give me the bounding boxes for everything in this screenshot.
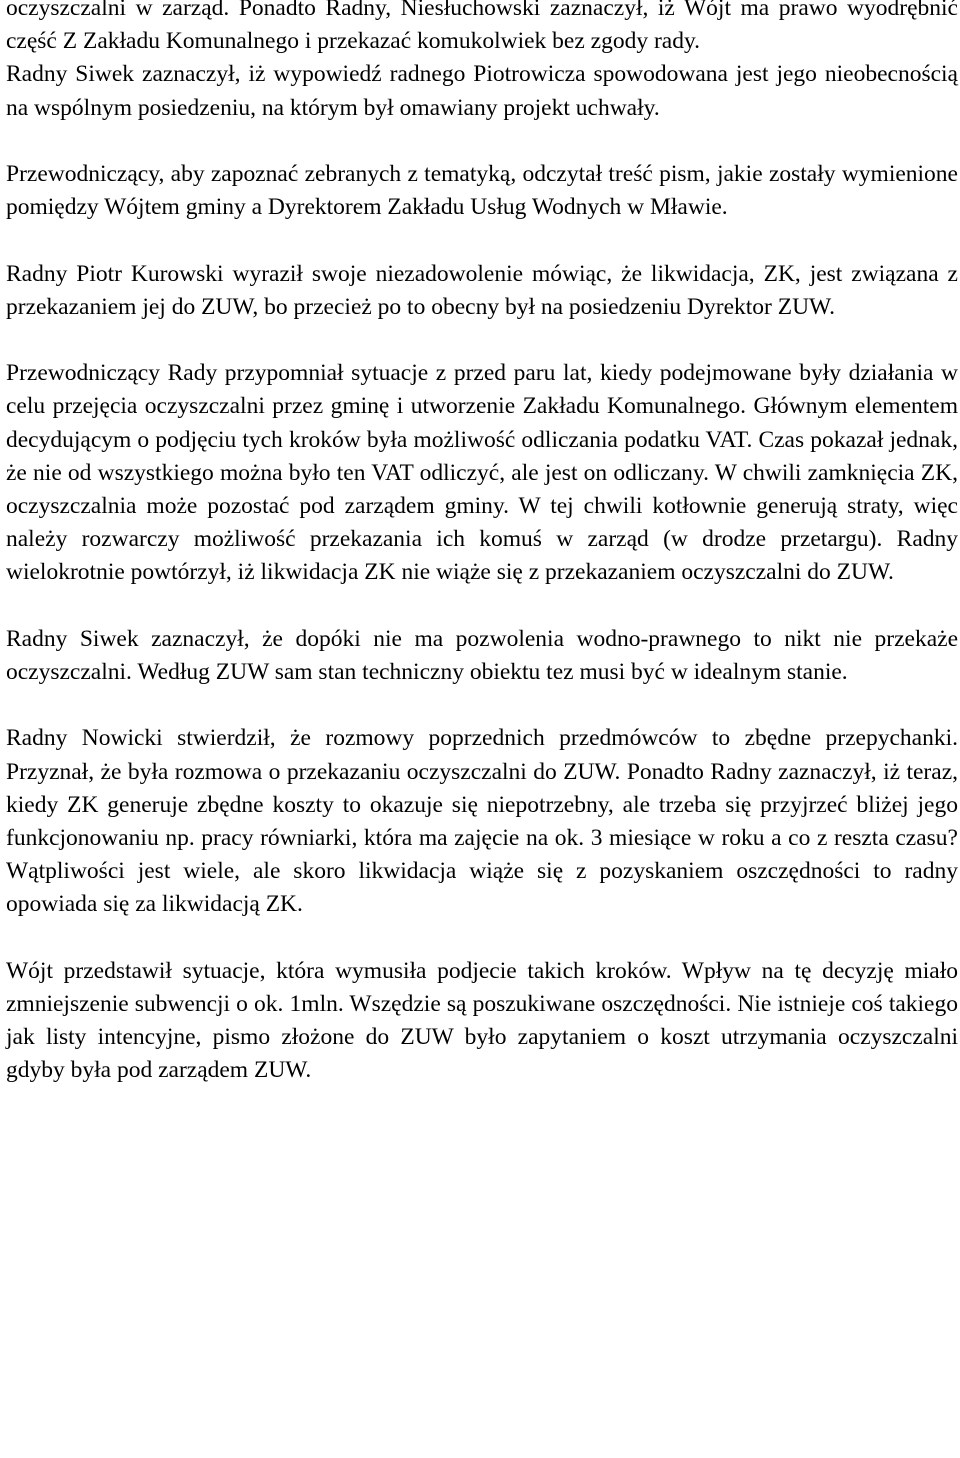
paragraph-6: Radny Nowicki stwierdził, że rozmowy poprzednich przedmówców to zbędne przepychanki. Przyznał, że była rozmowa o przekazaniu oczyszczalni do ZUW. Ponadto Radny zaznaczył, iż teraz, kiedy ZK generuje zbędne koszty to okazuje się niepotrzebny, ale trzeba się przyjrzeć bliżej jego funkcjonowaniu np. pracy równiarki, która ma zajęcie na ok. 3 miesiące w roku a co z reszta czasu? Wątpliwości jest wiele, ale skoro likwidacja wiąże się z pozyskaniem oszczędności to radny opowiada się za likwidacją ZK. [6, 725, 958, 918]
paragraph-7: Wójt przedstawił sytuacje, która wymusiła podjecie takich kroków. Wpływ na tę decyzję miało zmniejszenie subwencji o ok. 1mln. Wszędzie są poszukiwane oszczędności. Nie istnieje coś takiego jak listy intencyjne, pismo złożone do ZUW było zapytaniem o koszt utrzymania oczyszczalni gdyby była pod zarządem ZUW. [6, 957, 958, 1084]
paragraph-2: Przewodniczący, aby zapoznać zebranych z tematyką, odczytał treść pism, jakie zostały wymienione pomiędzy Wójtem gminy a Dyrektorem Zakładu Usług Wodnych w Mławie. [6, 161, 958, 221]
paragraph-3: Radny Piotr Kurowski wyraził swoje niezadowolenie mówiąc, że likwidacja, ZK, jest związana z przekazaniem jej do ZUW, bo przecież po to obecny był na posiedzeniu Dyrektor ZUW. [6, 260, 958, 320]
paragraph-4: Przewodniczący Rady przypomniał sytuacje z przed paru lat, kiedy podejmowane były działania w celu przejęcia oczyszczalni przez gminę i utworzenie Zakładu Komunalnego. Głównym elementem decydującym o podjęciu tych kroków była możliwość odliczania podatku VAT. Czas pokazał jednak, że nie od wszystkiego można było ten VAT odliczyć, ale jest on odliczany. W chwili zamknięcia ZK, oczyszczalnia może pozostać pod zarządem gminy. W tej chwili kotłownie generują straty, więc należy rozwarczy możliwość przekazania ich komuś w zarząd (w drodze przetargu). Radny wielokrotnie powtórzył, iż likwidacja ZK nie wiąże się z przekazaniem oczyszczalni do ZUW. [6, 360, 958, 586]
paragraph-5: Radny Siwek zaznaczył, że dopóki nie ma pozwolenia wodno-prawnego to nikt nie przekaże oczyszczalni. Według ZUW sam stan techniczny obiektu tez musi być w idealnym stanie. [6, 625, 958, 685]
paragraph-1: oczyszczalni w zarząd. Ponadto Radny, Niesłuchowski zaznaczył, iż Wójt ma prawo wyodrębnić część Z Zakładu Komunalnego i przekazać komukolwiek bez zgody rady. Radny Siwek zaznaczył, iż wypowiedź radnego Piotrowicza spowodowana jest jego nieobecnością na wspólnym posiedzeniu, na którym był omawiany projekt uchwały. [6, 0, 958, 121]
